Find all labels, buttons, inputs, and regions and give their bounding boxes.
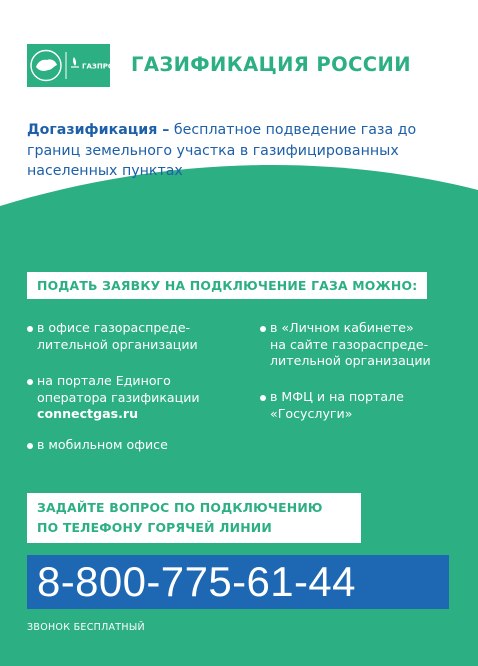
bullet-icon: [27, 443, 33, 449]
method-mfc-gosuslugi: в МФЦ и на портале «Госуслуги»: [260, 389, 460, 425]
method-personal-account: в «Личном кабинете» на сайте газораспреде- лительной организации: [260, 320, 460, 372]
method-gas-office: в офисе газораспреде- лительной организации: [27, 320, 237, 356]
intro-definition: бесплатное подведение газа до границ земельного участка в газифицированных населенных пунктах: [27, 122, 417, 179]
apply-banner: ПОДАТЬ ЗАЯВКУ НА ПОДКЛЮЧЕНИЕ ГАЗА МОЖНО:: [27, 272, 427, 299]
method-connectgas-portal: на портале Единого оператора газификации connectgas.ru: [27, 373, 237, 425]
method-mobile-office: в мобильном офисе: [27, 437, 237, 457]
application-methods: [27, 320, 457, 460]
intro-text: [27, 120, 457, 182]
hotline-question: ЗАДАЙТЕ ВОПРОС ПО ПОДКЛЮЧЕНИЮ ПО ТЕЛЕФОНУ ГОРЯЧЕЙ ЛИНИИ: [27, 493, 361, 543]
intro-term: Догазификация –: [27, 122, 170, 138]
bullet-icon: [27, 326, 33, 332]
bullet-icon: [27, 379, 33, 385]
free-call-note: ЗВОНОК БЕСПЛАТНЫЙ: [27, 622, 145, 633]
gazification-logo-icon: [27, 44, 121, 87]
page-title: ГАЗИФИКАЦИЯ РОССИИ: [131, 53, 411, 76]
hotline-phone-number[interactable]: 8-800-775-61-44: [37, 558, 356, 605]
bullet-icon: [260, 395, 266, 401]
gazprom-logo-text: ГАЗПРОМ: [82, 62, 121, 71]
phone-box: [27, 555, 449, 609]
bullet-icon: [260, 326, 266, 332]
connectgas-link[interactable]: connectgas.ru: [37, 406, 139, 422]
logo-block: [27, 44, 121, 87]
